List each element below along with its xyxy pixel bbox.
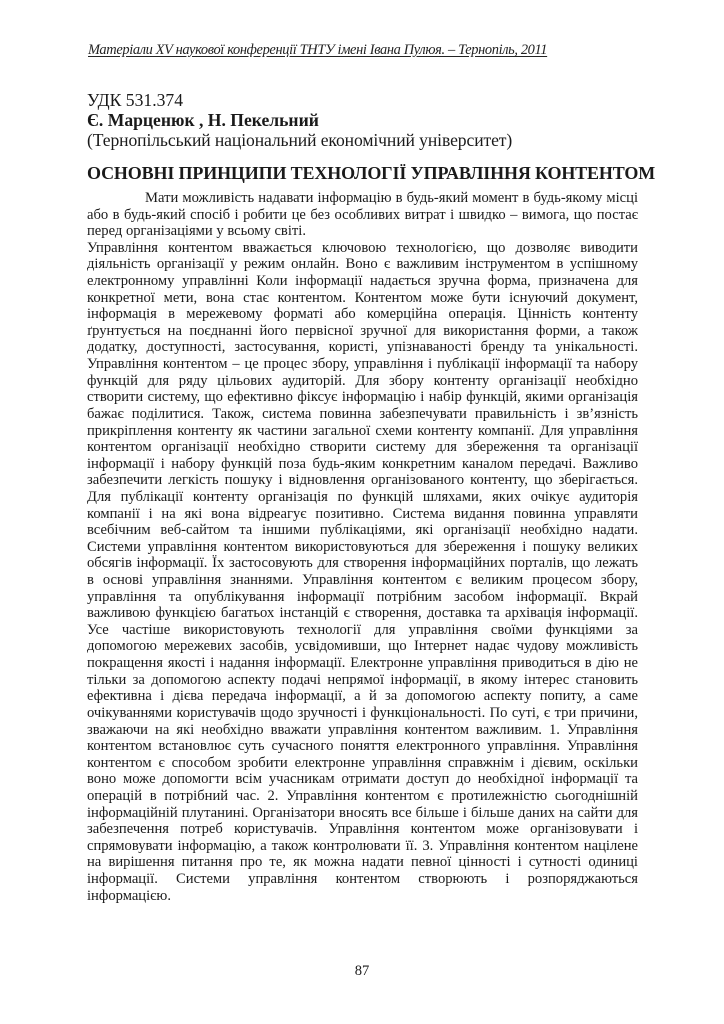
article-body — [87, 190, 638, 904]
body-line: Для публікації контенту організація по функцій шляхами, яких очікує аудиторія — [87, 488, 638, 505]
body-line: обсягів інформації. Їх застосовують для створення інформаційних порталів, що лежать — [87, 555, 638, 572]
body-line: покращення якості і надання інформації. Електронне управління приводиться в дію не — [87, 655, 638, 672]
body-line: допомогою мережевих засобів, усвідомивши, що Інтернет надає чудову можливість — [87, 638, 638, 655]
body-line: воно може допомогти всім учасникам отримати доступ до необхідної інформації та — [87, 771, 638, 788]
body-line: інформаційній плутанині. Організатори вносять все більше і більше даних на сайти для — [87, 804, 638, 821]
body-line: створити систему, що ефективно фіксує інформацію і набір функцій, якими організація — [87, 389, 638, 406]
body-line: Мати можливість надавати інформацію в будь-який момент в будь-якому місці — [145, 190, 638, 206]
body-line: в основі управління знаннями. Управління контентом є великим процесом збору, — [87, 572, 638, 589]
body-line: конкретної мети, вона стає контентом. Контентом може бути існуючий документ, — [87, 289, 638, 306]
body-line: зважаючи на які необхідно вважати управління контентом важливим. 1. Управління — [87, 721, 638, 738]
authors: Є. Марценюк , Н. Пекельний — [87, 110, 319, 130]
body-line: управління та опублікування інформації потрібним засобом інформації. Вкрай — [87, 588, 638, 605]
body-line: контентом є способом зробити електронне управління справжнім і дієвим, оскільки — [87, 754, 638, 771]
body-line: на вирішення питання про те, як можна надати певної цінності і сутності одиниці — [87, 854, 638, 871]
body-line: забезпечити легкість пошуку і відновлення організованого контенту, що зберігається. — [87, 472, 638, 489]
body-line: інформацією. — [87, 887, 171, 904]
page-number: 87 — [354, 963, 370, 979]
article-title: ОСНОВНІ ПРИНЦИПИ ТЕХНОЛОГІЇ УПРАВЛІННЯ КОНТЕНТОМ — [87, 163, 656, 183]
body-line: очікуваннями користувачів щодо зручності і функціональності. По суті, є три причини, — [87, 704, 638, 721]
body-line: діяльність організації у режим онлайн. Воно є важливим інструментом в успішному — [87, 256, 638, 273]
body-line: тільки за допомогою аспекту подачі непрямої інформації, в якому інтерес становить — [87, 671, 638, 688]
body-line: перед організаціями у всьому світі. — [87, 223, 306, 240]
body-line: інформація в мережевому форматі або комерційна операція. Цінність контенту — [87, 306, 638, 323]
body-line: Управління контентом вважається ключовою технологією, що дозволяє виводити — [87, 239, 638, 256]
body-line: функцій для ряду цільових аудиторій. Для збору контенту організації необхідно — [87, 372, 638, 389]
body-line: інформації і набору функцій поза будь-яким конкретним каналом передачі. Важливо — [87, 455, 638, 472]
body-line: прикріплення контенту як частини загальної схеми контенту компанії. Для управління — [87, 422, 638, 439]
body-line: контентом організації необхідно створити систему для збереження та організації — [87, 439, 638, 456]
running-header: Матеріали XV наукової конференції ТНТУ імені Івана Пулюя. – Тернопіль, 2011 — [88, 42, 548, 58]
body-line: всебічним веб-сайтом та іншими публікаціями, які організації необхідно надати. — [87, 522, 638, 539]
body-line: компанії і на які вона відреагує позитивно. Система видання повинна управляти — [87, 505, 638, 522]
body-line: ефективна і дієва передача інформації, а й за допомогою аспекту попиту, а саме — [87, 688, 638, 705]
affiliation: (Тернопільський національний економічний університет) — [87, 130, 513, 150]
body-line: Управління контентом – це процес збору, управління і публікації інформації та набору — [87, 356, 638, 373]
body-line: інформації. Системи управління контентом створюють і розпоряджаються — [87, 870, 638, 887]
udc-code: УДК 531.374 — [87, 90, 183, 110]
body-line: контентом встановлює суть сучасного поняття електронного управління. Управління — [87, 738, 638, 755]
body-line: спрямовувати інформацію, а також контролювати її. 3. Управління контентом націлене — [87, 837, 638, 854]
body-line: операцій в потрібний час. 2. Управління контентом є протилежністю сьогоднішній — [87, 787, 638, 804]
article-metadata — [87, 90, 647, 150]
body-line: додатку, доступності, застосування, користі, упізнаваності бренду та унікальності. — [87, 339, 638, 356]
body-line: Усе частіше використовують технології для управління своїми функціями за — [87, 621, 638, 638]
body-line: Системи управління контентом використовуються для збереження і пошуку великих — [87, 538, 638, 555]
body-line: ґрунтується на поєднанні його первісної зручної для використання форми, а також — [87, 322, 638, 339]
body-line: електронному управлінні Коли інформації надається зручна форма, призначена для — [87, 273, 638, 290]
body-line: або в будь-який спосіб і робити це без особливих витрат і швидко – вимога, що постає — [87, 206, 638, 223]
body-line: забезпечення потреб користувачів. Управління контентом може організовувати і — [87, 821, 638, 838]
body-line: важливою функцією багатьох інстанцій є створення, доставка та архівація інформації. — [87, 605, 638, 622]
body-line: бажає поділитися. Також, система повинна забезпечувати правильність і зв’язність — [87, 405, 638, 422]
